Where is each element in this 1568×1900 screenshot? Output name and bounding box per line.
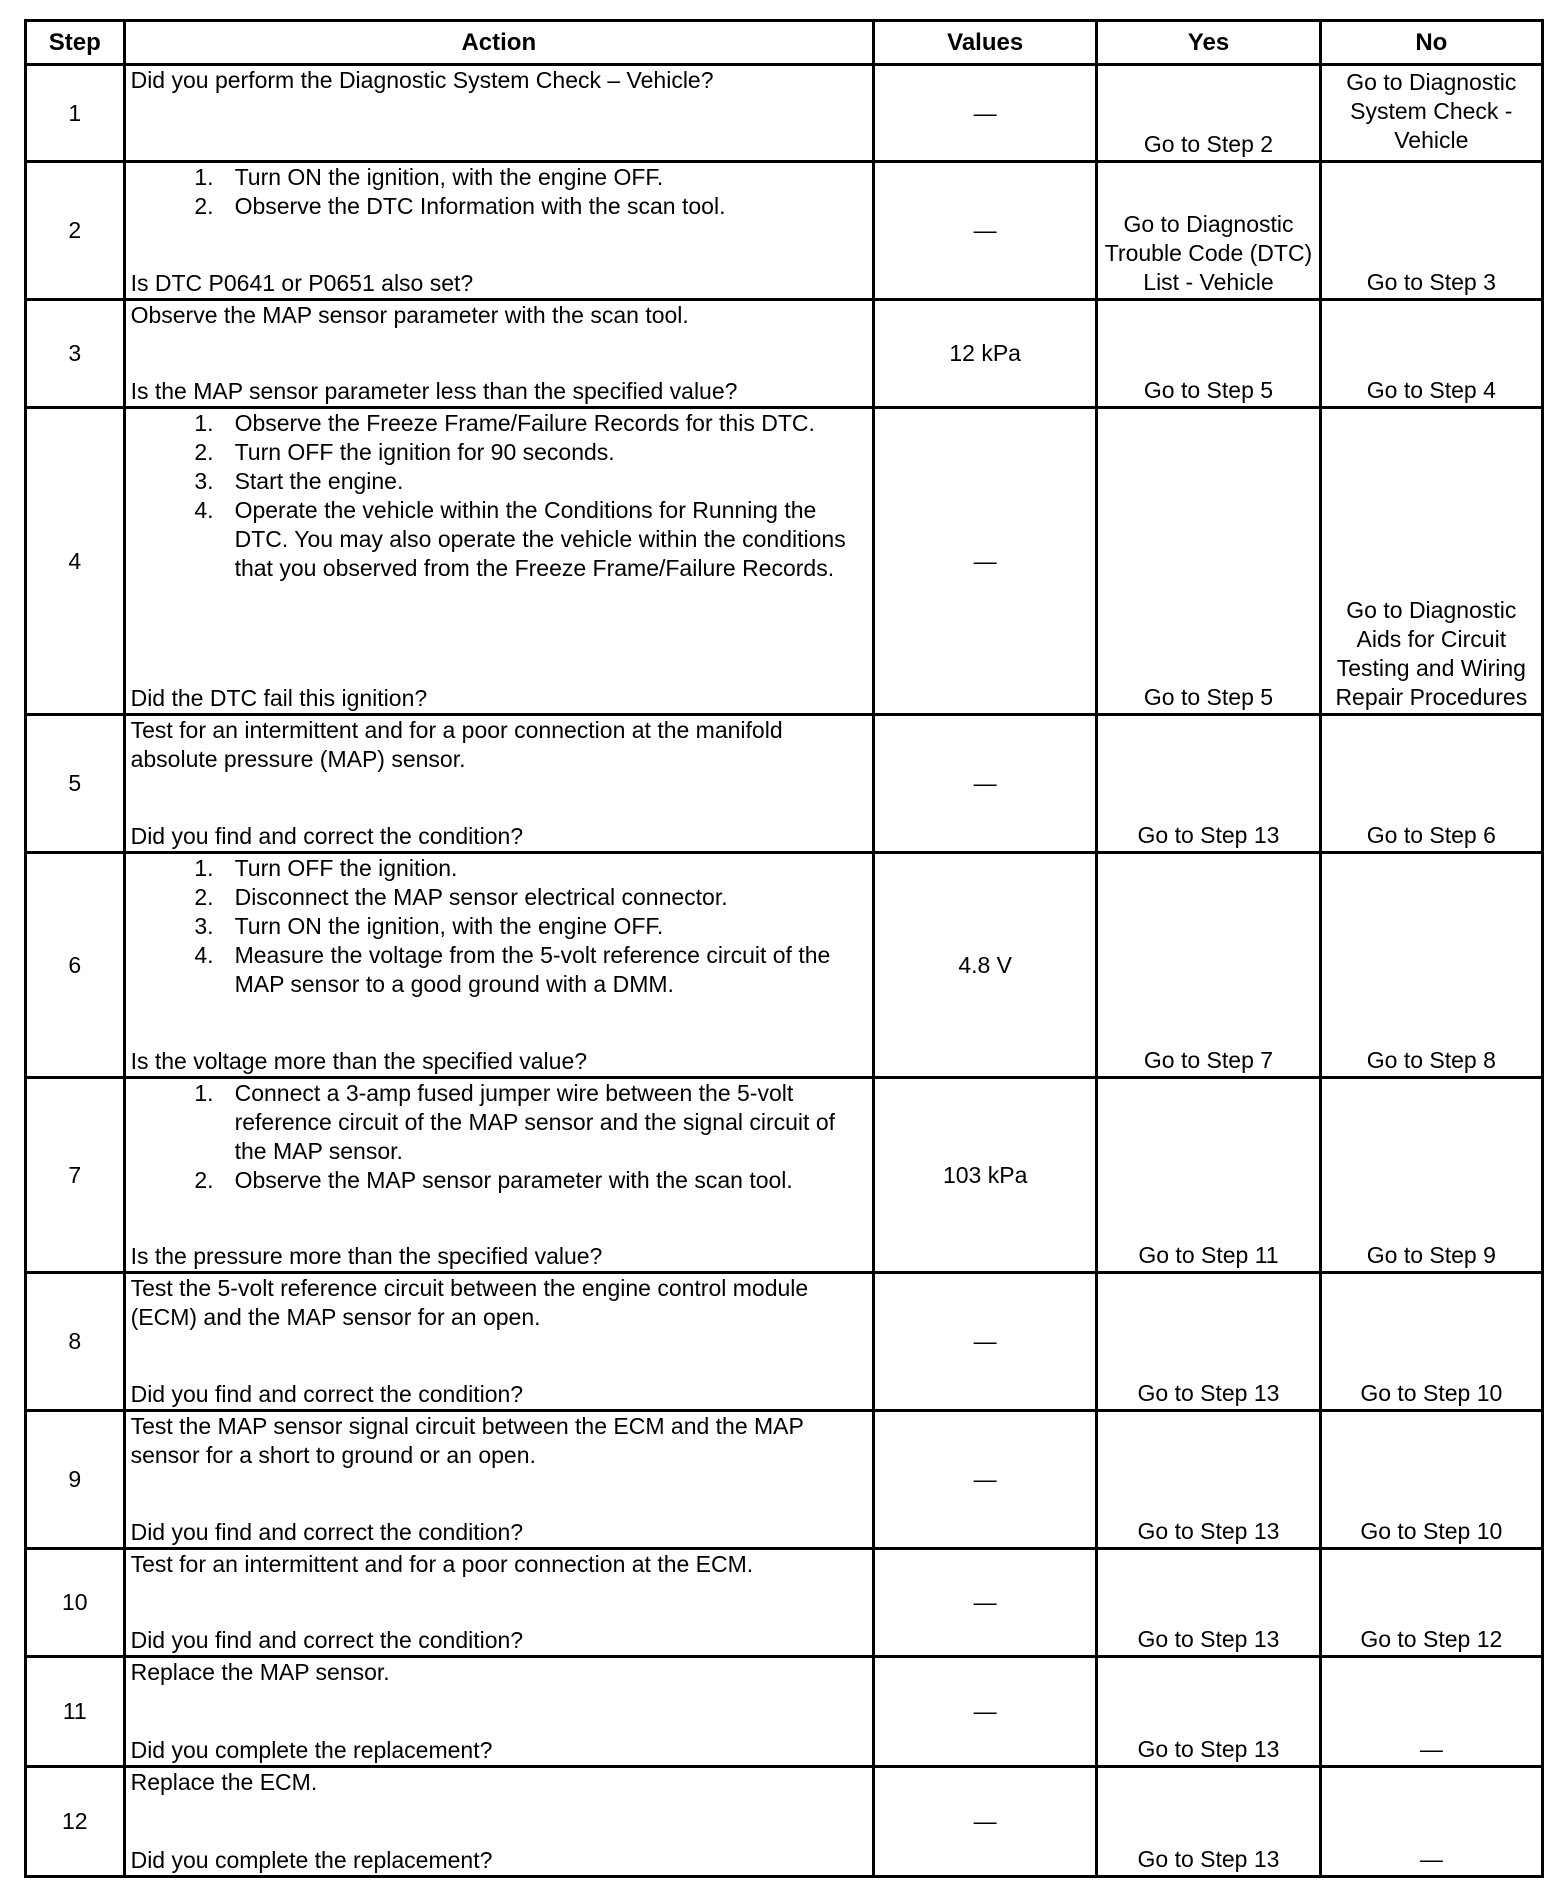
action-step-item: 2. Observe the DTC Information with the scan tool.	[194, 193, 726, 219]
action-instructions: Test for an intermittent and for a poor connection at the ECM.	[130, 1551, 754, 1577]
yes-cell: Go to Step 2	[1097, 65, 1320, 162]
action-step-item: 1. Turn ON the ignition, with the engine OFF.	[194, 164, 664, 190]
action-step-item: 1. Turn OFF the ignition.	[194, 855, 458, 881]
action-step-item: 4. Operate the vehicle within the Conditions for Running the DTC. You may also operate the vehicle within the conditions that you observed from the Freeze Frame/Failure Records.	[194, 497, 846, 581]
action-cell	[124, 1078, 873, 1273]
no-cell: Go to Step 10	[1320, 1411, 1542, 1549]
no-cell: Go to Step 12	[1320, 1549, 1542, 1657]
value-cell: —	[874, 1273, 1097, 1411]
value-cell: —	[874, 65, 1097, 162]
action-question: Did you complete the replacement?	[130, 1737, 493, 1763]
step-number: 1	[26, 65, 125, 162]
action-cell	[124, 1767, 873, 1877]
action-question: Did you find and correct the condition?	[130, 823, 524, 849]
value-cell: 103 kPa	[874, 1078, 1097, 1273]
action-step-item: 3. Start the engine.	[194, 468, 404, 494]
yes-cell: Go to Step 11	[1097, 1078, 1320, 1273]
action-instructions: Test the 5-volt reference circuit between the engine control module (ECM) and the MAP sensor for an open.	[130, 1275, 809, 1330]
action-cell	[124, 853, 873, 1078]
diagnostic-table	[24, 19, 1544, 1878]
header-values: Values	[874, 21, 1097, 65]
step-number: 5	[26, 715, 125, 853]
table-row	[26, 1411, 1543, 1549]
action-question: Is DTC P0641 or P0651 also set?	[130, 270, 474, 296]
table-row	[26, 65, 1543, 162]
table-row	[26, 715, 1543, 853]
step-number: 11	[26, 1657, 125, 1767]
action-question: Is the voltage more than the specified value?	[130, 1048, 588, 1074]
action-cell	[124, 162, 873, 300]
action-cell	[124, 1273, 873, 1411]
no-cell: Go to Diagnostic Aids for Circuit Testing and Wiring Repair Procedures	[1320, 408, 1542, 715]
value-cell: —	[874, 1549, 1097, 1657]
action-step-item: 1. Connect a 3-amp fused jumper wire between the 5-volt reference circuit of the MAP sensor and the signal circuit of the MAP sensor.	[194, 1080, 836, 1164]
table-row	[26, 408, 1543, 715]
action-cell	[124, 65, 873, 162]
no-cell: Go to Diagnostic System Check - Vehicle	[1320, 65, 1542, 162]
yes-cell: Go to Step 13	[1097, 1657, 1320, 1767]
action-cell	[124, 300, 873, 408]
header-row	[26, 21, 1543, 65]
yes-cell: Go to Step 5	[1097, 408, 1320, 715]
action-question: Is the MAP sensor parameter less than the specified value?	[130, 378, 738, 404]
action-instructions	[131, 163, 868, 221]
action-instructions	[131, 409, 868, 583]
value-cell: 12 kPa	[874, 300, 1097, 408]
table-row	[26, 853, 1543, 1078]
no-cell: Go to Step 10	[1320, 1273, 1542, 1411]
no-cell: Go to Step 3	[1320, 162, 1542, 300]
no-cell: —	[1320, 1657, 1542, 1767]
table-row	[26, 162, 1543, 300]
yes-cell: Go to Step 5	[1097, 300, 1320, 408]
step-number: 9	[26, 1411, 125, 1549]
action-cell	[124, 1549, 873, 1657]
action-cell	[124, 408, 873, 715]
no-cell: Go to Step 4	[1320, 300, 1542, 408]
value-cell: —	[874, 1657, 1097, 1767]
no-cell: Go to Step 8	[1320, 853, 1542, 1078]
value-cell: 4.8 V	[874, 853, 1097, 1078]
no-cell: Go to Step 9	[1320, 1078, 1542, 1273]
step-number: 4	[26, 408, 125, 715]
action-instructions: Replace the MAP sensor.	[130, 1659, 390, 1685]
step-number: 6	[26, 853, 125, 1078]
value-cell: —	[874, 715, 1097, 853]
action-question: Did you complete the replacement?	[130, 1847, 493, 1873]
table-row	[26, 1657, 1543, 1767]
action-question: Is the pressure more than the specified value?	[130, 1243, 603, 1269]
action-step-item: 2. Disconnect the MAP sensor electrical connector.	[194, 884, 728, 910]
action-cell	[124, 1657, 873, 1767]
step-number: 8	[26, 1273, 125, 1411]
step-number: 3	[26, 300, 125, 408]
header-step: Step	[26, 21, 125, 65]
table-row	[26, 1273, 1543, 1411]
action-steps-list	[131, 409, 868, 583]
no-cell: Go to Step 6	[1320, 715, 1542, 853]
action-steps-list	[131, 1079, 868, 1195]
action-step-item: 4. Measure the voltage from the 5-volt reference circuit of the MAP sensor to a good ground with a DMM.	[194, 942, 831, 997]
yes-cell: Go to Step 13	[1097, 715, 1320, 853]
action-instructions	[131, 1079, 868, 1195]
action-instructions: Replace the ECM.	[130, 1769, 318, 1795]
action-question: Did you find and correct the condition?	[130, 1519, 524, 1545]
value-cell: —	[874, 162, 1097, 300]
table-row	[26, 300, 1543, 408]
header-no: No	[1320, 21, 1542, 65]
action-steps-list	[131, 163, 868, 221]
action-step-item: 2. Observe the MAP sensor parameter with the scan tool.	[194, 1167, 793, 1193]
action-step-item: 2. Turn OFF the ignition for 90 seconds.	[194, 439, 615, 465]
action-question: Did the DTC fail this ignition?	[130, 685, 428, 711]
yes-cell: Go to Diagnostic Trouble Code (DTC) List - Vehicle	[1097, 162, 1320, 300]
value-cell: —	[874, 1411, 1097, 1549]
value-cell: —	[874, 1767, 1097, 1877]
action-instructions	[131, 854, 868, 999]
yes-cell: Go to Step 13	[1097, 1767, 1320, 1877]
yes-cell: Go to Step 13	[1097, 1411, 1320, 1549]
no-cell: —	[1320, 1767, 1542, 1877]
step-number: 10	[26, 1549, 125, 1657]
table-row	[26, 1767, 1543, 1877]
yes-cell: Go to Step 13	[1097, 1549, 1320, 1657]
value-cell: —	[874, 408, 1097, 715]
yes-cell: Go to Step 13	[1097, 1273, 1320, 1411]
action-step-item: 3. Turn ON the ignition, with the engine OFF.	[194, 913, 664, 939]
header-action: Action	[124, 21, 873, 65]
diagnostic-table-document	[24, 19, 1544, 1878]
action-question: Did you perform the Diagnostic System Check – Vehicle?	[130, 67, 714, 93]
action-cell	[124, 715, 873, 853]
action-steps-list	[131, 854, 868, 999]
action-step-item: 1. Observe the Freeze Frame/Failure Records for this DTC.	[194, 410, 815, 436]
action-question: Did you find and correct the condition?	[130, 1627, 524, 1653]
action-question: Did you find and correct the condition?	[130, 1381, 524, 1407]
step-number: 7	[26, 1078, 125, 1273]
action-instructions: Test for an intermittent and for a poor connection at the manifold absolute pressure (MAP) sensor.	[130, 717, 783, 772]
action-instructions: Observe the MAP sensor parameter with the scan tool.	[130, 302, 689, 328]
header-yes: Yes	[1097, 21, 1320, 65]
action-instructions: Test the MAP sensor signal circuit between the ECM and the MAP sensor for a short to ground or an open.	[130, 1413, 804, 1468]
step-number: 12	[26, 1767, 125, 1877]
yes-cell: Go to Step 7	[1097, 853, 1320, 1078]
table-row	[26, 1078, 1543, 1273]
step-number: 2	[26, 162, 125, 300]
table-row	[26, 1549, 1543, 1657]
action-cell	[124, 1411, 873, 1549]
